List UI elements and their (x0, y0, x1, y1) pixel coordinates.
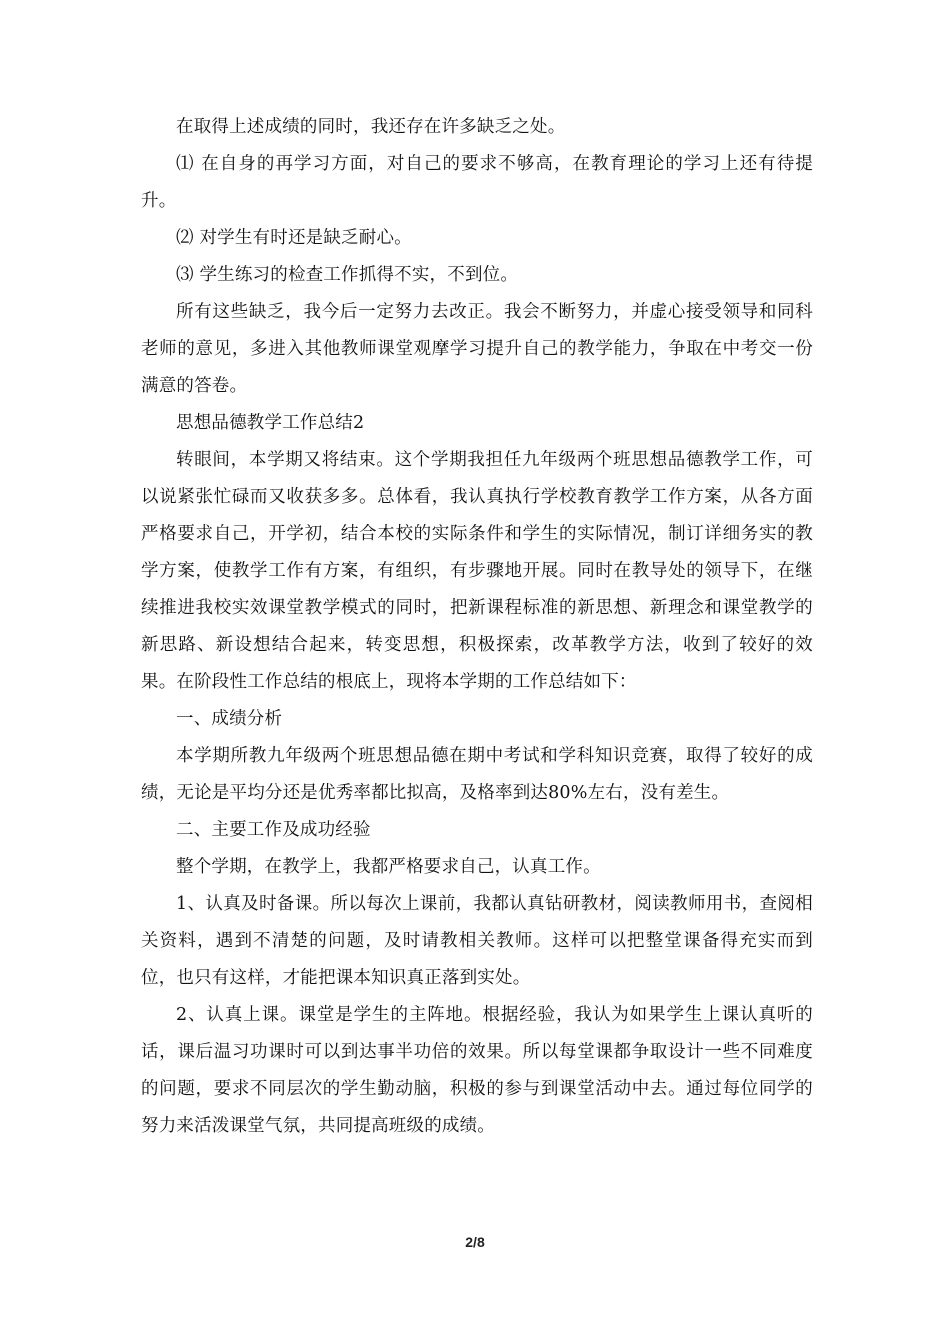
paragraph-shortcoming-2: ⑵ 对学生有时还是缺乏耐心。 (176, 228, 412, 248)
page-number: 2/8 (465, 1234, 485, 1250)
heading-main-work: 二、主要工作及成功经验 (176, 820, 371, 840)
section-title-summary-2: 思想品德教学工作总结2 (176, 413, 365, 433)
heading-results-analysis: 一、成绩分析 (176, 709, 283, 729)
paragraph-shortcoming-3: ⑶ 学生练习的检查工作抓得不实，不到位。 (176, 265, 519, 285)
paragraph-summary-intro: 转眼间，本学期又将结束。这个学期我担任九年级两个班思想品德教学工作，可以说紧张忙碌而又收获多多。总体看，我认真执行学校教育教学工作方案，从各方面严格要求自己，开学初，结合本校的实际条件和学生的实际情况，制订详细务实的教学方案，使教学工作有方案，有组织，有步骤地开展。同时在教导处的领导下，在继续推进我校实效课堂教学模式的同时，把新课程标准的新思想、新理念和课堂教学的新思路、新设想结合起来，转变思想，积极探索，改革教学方法，收到了较好的效果。在阶段性工作总结的根底上，现将本学期的工作总结如下： (141, 450, 813, 692)
paragraph-lesson-prep: 1、认真及时备课。所以每次上课前，我都认真钻研教材，阅读教师用书，查阅相关资料，遇到不清楚的问题，及时请教相关教师。这样可以把整堂课备得充实而到位，也只有这样，才能把课本知识真正落到实处。 (141, 894, 813, 988)
paragraph-results: 本学期所教九年级两个班思想品德在期中考试和学科知识竞赛，取得了较好的成绩，无论是平均分还是优秀率都比拟高，及格率到达80%左右，没有差生。 (141, 746, 813, 803)
paragraph-teaching: 2、认真上课。课堂是学生的主阵地。根据经验，我认为如果学生上课认真听的话，课后温习功课时可以到达事半功倍的效果。所以每堂课都争取设计一些不同难度的问题，要求不同层次的学生勤动脑，积极的参与到课堂活动中去。通过每位同学的努力来活泼课堂气氛，共同提高班级的成绩。 (141, 1005, 813, 1136)
paragraph-improvement-plan: 所有这些缺乏，我今后一定努力去改正。我会不断努力，并虚心接受领导和同科老师的意见，多进入其他教师课堂观摩学习提升自己的教学能力，争取在中考交一份满意的答卷。 (141, 302, 813, 396)
paragraph-main-work-intro: 整个学期，在教学上，我都严格要求自己，认真工作。 (176, 857, 601, 877)
paragraph-shortcomings-intro: 在取得上述成绩的同时，我还存在许多缺乏之处。 (176, 117, 566, 137)
paragraph-shortcoming-1: ⑴ 在自身的再学习方面，对自己的要求不够高，在教育理论的学习上还有待提升。 (141, 154, 813, 211)
document-body (141, 109, 813, 1145)
